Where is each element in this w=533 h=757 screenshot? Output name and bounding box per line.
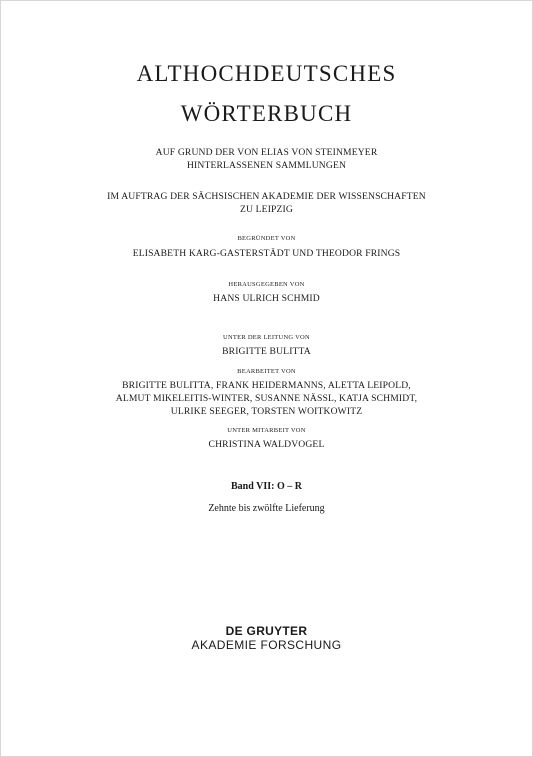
- publisher-logo-line-1: DE GRUYTER: [225, 624, 308, 638]
- compiled-line-2: ALMUT MIKELEITIS-WINTER, SUSANNE NÄSSL, KATJA SCHMIDT,: [115, 393, 418, 404]
- collaboration-label: UNTER MITARBEIT VON: [227, 427, 306, 434]
- auftrag-statement: [1, 190, 532, 216]
- volume-lieferung: Zehnte bis zwölfte Lieferung: [208, 503, 325, 514]
- basis-statement: [1, 146, 532, 172]
- compiled-names: [1, 379, 532, 418]
- editor-label: HERAUSGEGEBEN VON: [228, 281, 305, 288]
- volume-band: Band VII: O – R: [231, 481, 302, 492]
- collaboration-names: CHRISTINA WALDVOGEL: [208, 439, 325, 450]
- direction-names: BRIGITTE BULITTA: [222, 346, 311, 357]
- founded-label: BEGRÜNDET VON: [237, 235, 296, 242]
- auftrag-line-2: ZU LEIPZIG: [240, 204, 293, 215]
- founded-names: ELISABETH KARG-GASTERSTÄDT UND THEODOR FRINGS: [132, 248, 401, 259]
- compiled-line-3: ULRIKE SEEGER, TORSTEN WOITKOWITZ: [170, 406, 363, 417]
- editor-names: HANS ULRICH SCHMID: [213, 293, 320, 304]
- title-line-2: WÖRTERBUCH: [180, 101, 353, 126]
- publisher-logo-line-2: AKADEMIE FORSCHUNG: [191, 638, 342, 652]
- compiled-label: BEARBEITET VON: [237, 368, 296, 375]
- title-line-1: ALTHOCHDEUTSCHES: [136, 61, 397, 86]
- basis-line-1: AUF GRUND DER VON ELIAS VON STEINMEYER: [155, 147, 378, 158]
- direction-label: UNTER DER LEITUNG VON: [223, 334, 310, 341]
- compiled-line-1: BRIGITTE BULITTA, FRANK HEIDERMANNS, ALETTA LEIPOLD,: [122, 380, 411, 391]
- auftrag-line-1: IM AUFTRAG DER SÄCHSISCHEN AKADEMIE DER WISSENSCHAFTEN: [107, 191, 426, 202]
- basis-line-2: HINTERLASSENEN SAMMLUNGEN: [186, 160, 347, 171]
